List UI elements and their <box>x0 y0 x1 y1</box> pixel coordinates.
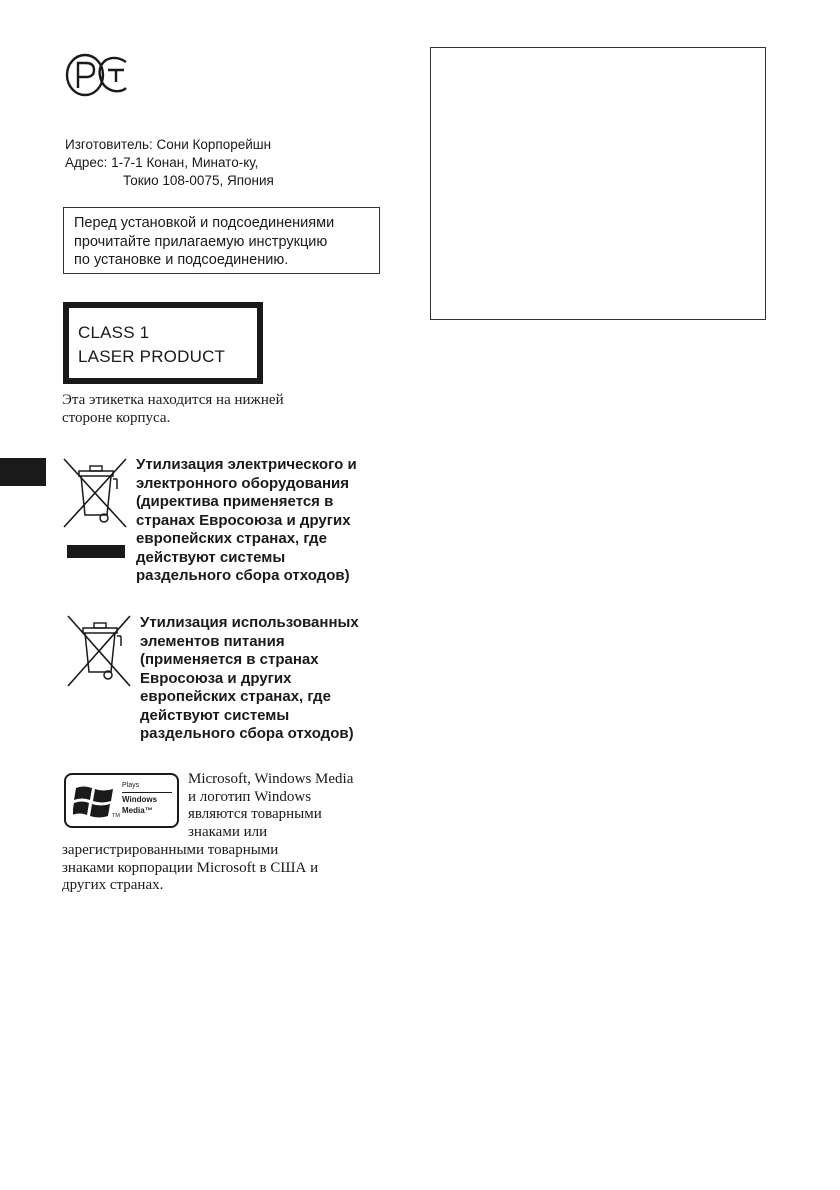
weee-eq-line: электронного оборудования <box>136 474 350 492</box>
weee-eq-line: раздельного сбора отходов) <box>136 567 350 584</box>
ms-note-line: зарегистрированными товарными <box>62 842 279 858</box>
weee-black-bar <box>67 545 125 558</box>
weee-eq-line: странах Евросоюза и других <box>136 511 351 529</box>
ms-note-line: знаками или <box>188 823 268 840</box>
logo-divider <box>122 792 172 793</box>
laser-label-location-note <box>62 391 284 427</box>
address-label: Адрес: <box>65 155 108 170</box>
empty-framed-box <box>430 47 766 320</box>
installation-notice-box <box>63 207 380 274</box>
laser-class-label <box>63 302 263 384</box>
weee-bat-line: Утилизация использованных <box>140 614 359 631</box>
logo-media-text: Media™ <box>122 806 153 815</box>
notice-line-2: прочитайте прилагаемую инструкцию <box>74 233 328 250</box>
address-line-2: Токио 108-0075, Япония <box>123 173 274 188</box>
weee-bat-line: (применяется в странах <box>140 651 319 668</box>
language-side-tab <box>0 458 46 486</box>
crossed-out-wheelie-bin-icon <box>62 457 128 535</box>
manufacturer-info <box>65 136 274 190</box>
weee-eq-line: действуют системы <box>136 548 286 566</box>
logo-plays-text: Plays <box>122 782 140 789</box>
laser-note-line-2: стороне корпуса. <box>62 410 171 426</box>
pct-certification-logo <box>64 52 130 98</box>
laser-product-line: LASER PRODUCT <box>78 347 226 366</box>
logo-windows-text: Windows <box>122 795 158 804</box>
manufacturer-value: Сони Корпорейшн <box>156 137 272 152</box>
plays-windows-media-logo <box>64 773 179 828</box>
weee-eq-line: Утилизация электрического и <box>136 456 357 473</box>
manufacturer-label: Изготовитель: <box>65 137 153 152</box>
laser-note-line-1: Эта этикетка находится на нижней <box>62 392 284 408</box>
ms-note-line: других странах. <box>62 877 164 894</box>
logo-tm-text: TM <box>112 813 120 819</box>
weee-bat-line: действуют системы <box>140 706 290 724</box>
windows-flag-icon <box>73 782 115 820</box>
notice-line-1: Перед установкой и подсоединениями <box>74 215 335 231</box>
ms-note-line: являются товарными <box>188 806 322 823</box>
microsoft-trademark-note-continued <box>62 842 318 895</box>
notice-line-3: по установке и подсоединению. <box>74 252 289 268</box>
weee-bat-line: раздельного сбора отходов) <box>140 725 354 742</box>
weee-batteries-text <box>140 614 359 744</box>
weee-bat-line: Евросоюза и других <box>140 669 292 687</box>
ms-note-line: и логотип Windows <box>188 788 312 805</box>
microsoft-trademark-note <box>188 771 353 841</box>
weee-eq-line: (директива применяется в <box>136 493 334 510</box>
ms-note-line: знаками корпорации Microsoft в США и <box>62 859 319 876</box>
weee-equipment-text <box>136 456 357 586</box>
weee-eq-line: европейских странах, где <box>136 530 327 547</box>
weee-bat-line: европейских странах, где <box>140 688 331 705</box>
crossed-out-wheelie-bin-icon <box>66 612 132 690</box>
address-line-1: 1-7-1 Конан, Минато-ку, <box>111 155 259 170</box>
laser-class-line: CLASS 1 <box>78 323 150 342</box>
weee-bat-line: элементов питания <box>140 632 285 650</box>
ms-note-line: Microsoft, Windows Media <box>188 771 354 787</box>
